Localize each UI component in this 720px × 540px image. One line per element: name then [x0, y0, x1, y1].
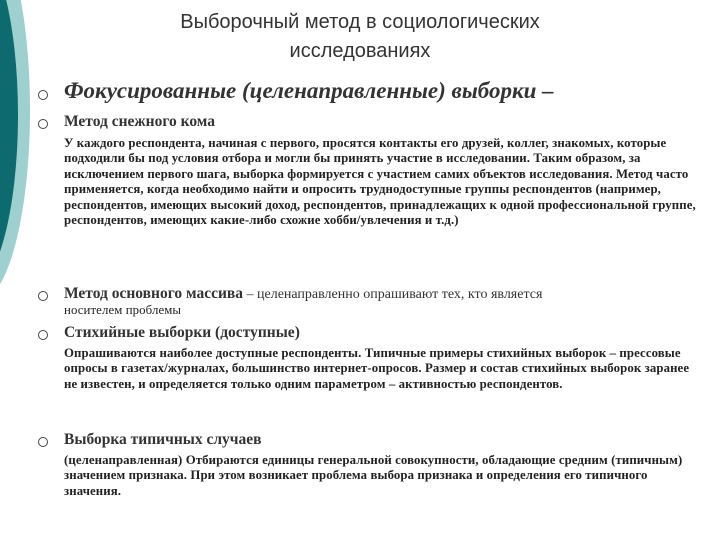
- item-body: У каждого респондента, начиная с первого, просятся контакты его друзей, коллег, знакомых, которые подходили бы под условия отбора и могли бы принять участие в исследовании. Таким образом, за исключением первого шага, выборка формируется с участием самих объектов исследования. Метод часто применяется, когда необходимо найти и опросить труднодоступные группы респондентов (например, респондентов, имеющих высокий доход, респондентов, принадлежащих к одной профессиональной группе, респондентов, имеющих какие-либо схожие хобби/увлечения и т.д.): [64, 136, 696, 228]
- item-heading-line: [64, 285, 714, 303]
- circle-bullet-icon: [38, 330, 48, 340]
- item-body: носителем проблемы: [64, 303, 182, 317]
- item-heading: Выборка типичных случаев: [64, 431, 262, 448]
- item-body: Опрашиваются наиболее доступные респонденты. Типичные примеры стихийных выборок – прессовые опросы в газетах/журналах, большинство интернет-опросов. Размер и состав стихийных выборок заранее не известен, и определяется только одним параметром – активностью респондентов.: [64, 346, 690, 391]
- circle-bullet-icon: [38, 437, 48, 447]
- item-heading: Метод снежного кома: [64, 113, 216, 130]
- item-heading: Стихийные выборки (доступные): [64, 324, 300, 341]
- circle-bullet-icon: [38, 119, 48, 129]
- item-heading: Метод основного массива: [64, 285, 243, 302]
- circle-bullet-icon: [38, 90, 48, 100]
- decorative-teal-shape: [0, 0, 60, 300]
- page-title: Выборочный метод в социологических исследованиях: [180, 11, 540, 62]
- circle-bullet-icon: [38, 291, 48, 301]
- item-body: (целенаправленная) Отбираются единицы генеральной совокупности, обладающие средним (типичным) значением признака. При этом возникает проблема выбора признака и определения его типичного значения.: [64, 453, 683, 498]
- item-heading: Фокусированные (целенаправленные) выборки –: [64, 78, 554, 103]
- item-heading-rest: – целенаправленно опрашивают тех, кто является: [243, 287, 543, 302]
